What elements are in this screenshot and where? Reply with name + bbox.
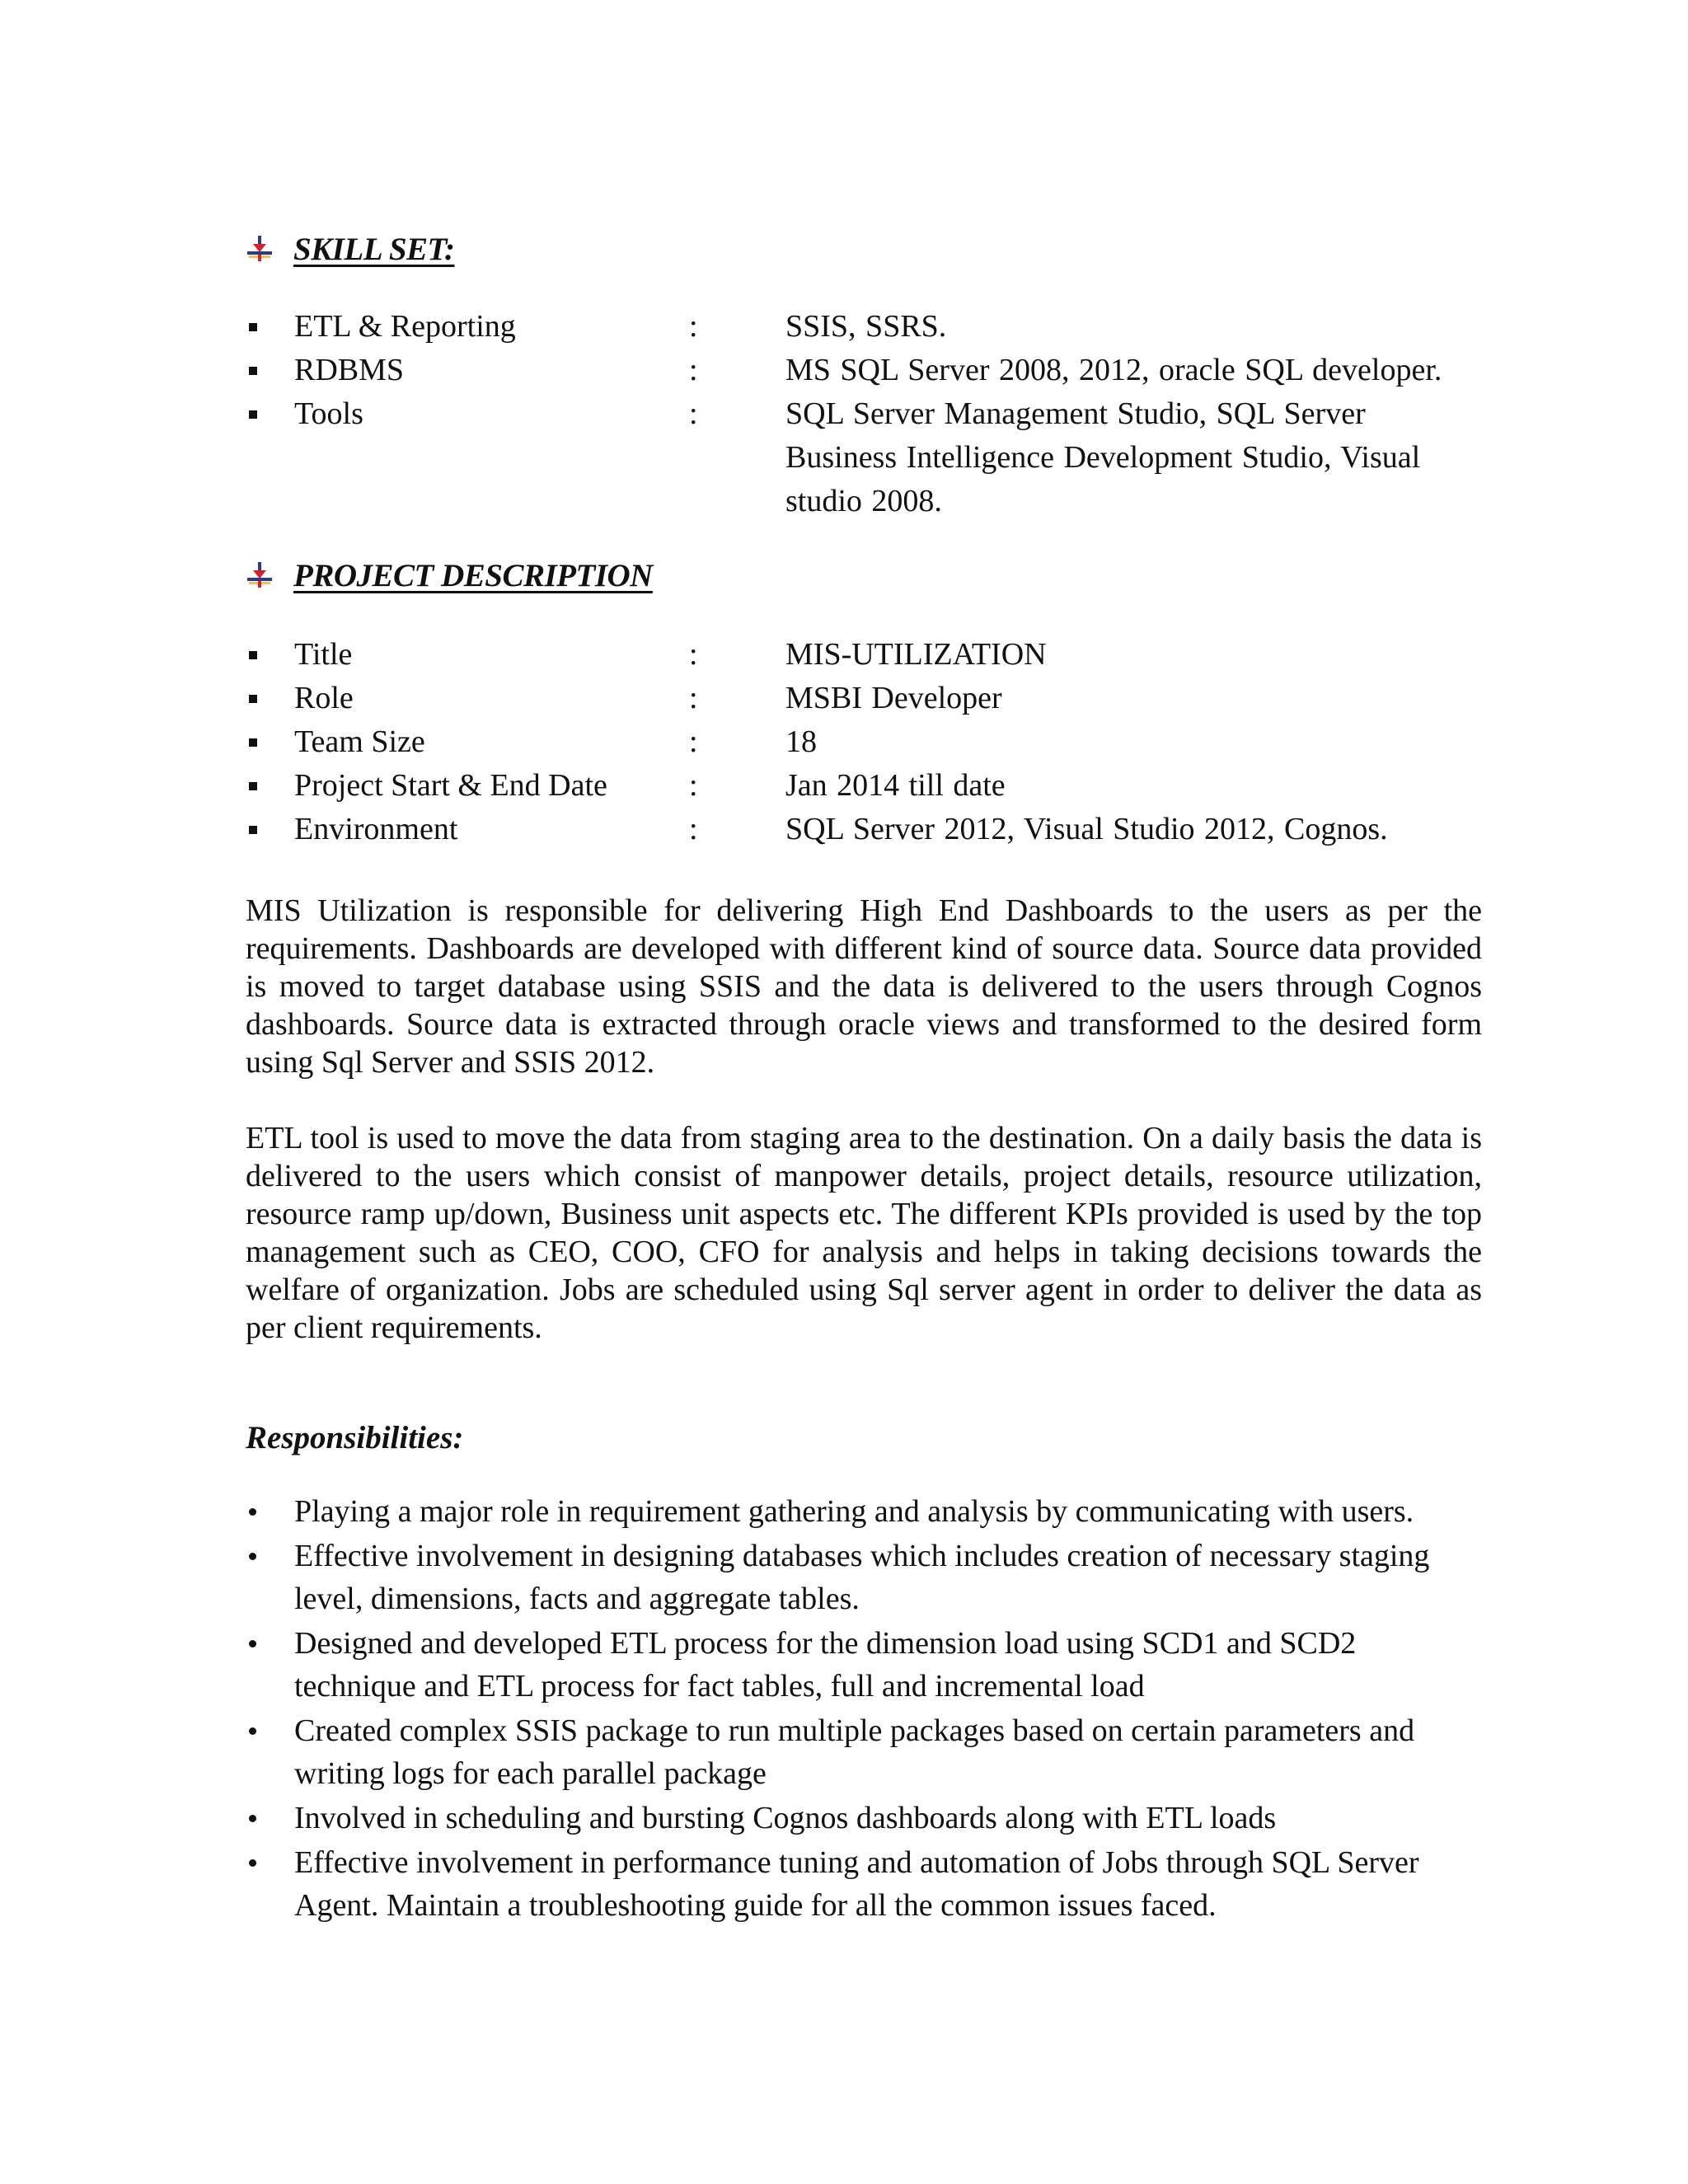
project-value: MSBI Developer bbox=[785, 681, 1002, 715]
project-row bbox=[247, 808, 1484, 851]
skill-row bbox=[247, 392, 1484, 523]
project-description-heading-text: PROJECT DESCRIPTION bbox=[293, 558, 653, 593]
responsibility-item bbox=[247, 1622, 1484, 1708]
skill-set-heading bbox=[246, 231, 454, 268]
skill-set-heading-text: SKILL SET: bbox=[293, 232, 455, 267]
responsibility-text: Created complex SSIS package to run multiple packages based on certain parameters and writing logs for each parallel package bbox=[294, 1713, 1415, 1791]
square-bullet-icon bbox=[249, 695, 257, 703]
project-key: Environment bbox=[294, 812, 458, 846]
project-key: Role bbox=[294, 681, 354, 715]
responsibility-text: Involved in scheduling and bursting Cognos dashboards along with ETL loads bbox=[294, 1801, 1277, 1835]
square-bullet-icon bbox=[249, 782, 257, 790]
project-description-heading bbox=[246, 557, 653, 594]
project-value: MIS-UTILIZATION bbox=[785, 637, 1047, 672]
responsibilities-heading: Responsibilities: bbox=[246, 1420, 464, 1455]
square-bullet-icon bbox=[249, 826, 257, 834]
skill-row bbox=[247, 305, 1484, 349]
dot-bullet-icon bbox=[249, 1727, 256, 1735]
square-bullet-icon bbox=[249, 410, 257, 419]
skill-value: MS SQL Server 2008, 2012, oracle SQL developer. bbox=[785, 353, 1442, 387]
project-summary-paragraph: MIS Utilization is responsible for delivering High End Dashboards to the users as per the requirements. Dashboards are developed with different kind of source data. Source data provided is moved to target database using SSIS and the data is delivered to the users through Cognos dashboards. Source data is extracted through oracle views and transformed to the desired form using Sql Server and SSIS 2012. bbox=[246, 893, 1482, 1080]
dot-bullet-icon bbox=[249, 1815, 256, 1822]
dot-bullet-icon bbox=[249, 1553, 256, 1560]
project-key: Project Start & End Date bbox=[294, 768, 607, 803]
project-colon: : bbox=[689, 724, 698, 759]
responsibility-text: Effective involvement in performance tuning and automation of Jobs through SQL Server Agent. Maintain a troubleshooting guide for all the common issues faced. bbox=[294, 1845, 1419, 1923]
skill-colon: : bbox=[689, 309, 698, 344]
responsibility-text: Effective involvement in designing databases which includes creation of necessary staging level, dimensions, facts and aggregate tables. bbox=[294, 1539, 1430, 1616]
skill-key: Tools bbox=[294, 396, 363, 431]
project-colon: : bbox=[689, 812, 698, 846]
responsibility-text: Designed and developed ETL process for the dimension load using SCD1 and SCD2 technique and ETL process for fact tables, full and incremental load bbox=[294, 1626, 1357, 1704]
skill-set-list bbox=[247, 305, 1484, 523]
skill-colon: : bbox=[689, 396, 698, 431]
project-value: Jan 2014 till date bbox=[785, 768, 1006, 803]
dot-bullet-icon bbox=[249, 1859, 256, 1867]
skill-key: ETL & Reporting bbox=[294, 309, 516, 344]
skill-value: SQL Server Management Studio, SQL Server Business Intelligence Development Studio, Visual studio 2008. bbox=[785, 396, 1421, 518]
responsibility-item bbox=[247, 1709, 1484, 1795]
project-value: SQL Server 2012, Visual Studio 2012, Cognos. bbox=[785, 812, 1388, 846]
project-colon: : bbox=[689, 681, 698, 715]
project-details-list bbox=[247, 633, 1484, 851]
dot-bullet-icon bbox=[249, 1508, 256, 1516]
square-bullet-icon bbox=[249, 651, 257, 659]
responsibility-item bbox=[247, 1797, 1484, 1840]
project-row bbox=[247, 633, 1484, 677]
project-colon: : bbox=[689, 637, 698, 672]
skill-value: SSIS, SSRS. bbox=[785, 309, 947, 344]
skill-key: RDBMS bbox=[294, 353, 405, 387]
responsibility-item bbox=[247, 1535, 1484, 1620]
responsibility-item bbox=[247, 1490, 1484, 1533]
project-key: Team Size bbox=[294, 724, 425, 759]
pin-arrow-icon bbox=[246, 560, 274, 588]
square-bullet-icon bbox=[249, 738, 257, 747]
responsibility-text: Playing a major role in requirement gathering and analysis by communicating with users. bbox=[294, 1494, 1414, 1529]
project-colon: : bbox=[689, 768, 698, 803]
project-key: Title bbox=[294, 637, 353, 672]
dot-bullet-icon bbox=[249, 1640, 256, 1647]
responsibilities-list bbox=[247, 1490, 1484, 1929]
square-bullet-icon bbox=[249, 323, 257, 331]
project-row bbox=[247, 677, 1484, 720]
pin-arrow-icon bbox=[246, 234, 274, 262]
etl-summary-paragraph: ETL tool is used to move the data from staging area to the destination. On a daily basis the data is delivered to the users which consist of manpower details, project details, resource utilization, resource ramp up/down, Business unit aspects etc. The different KPIs provided is used by the top management such as CEO, COO, CFO for analysis and helps in taking decisions towards the welfare of organization. Jobs are scheduled using Sql server agent in order to deliver the data as per client requirements. bbox=[246, 1121, 1482, 1345]
skill-row bbox=[247, 349, 1484, 392]
project-row bbox=[247, 720, 1484, 764]
project-value: 18 bbox=[785, 724, 817, 759]
skill-colon: : bbox=[689, 353, 698, 387]
responsibility-item bbox=[247, 1841, 1484, 1927]
square-bullet-icon bbox=[249, 367, 257, 375]
project-row bbox=[247, 764, 1484, 808]
